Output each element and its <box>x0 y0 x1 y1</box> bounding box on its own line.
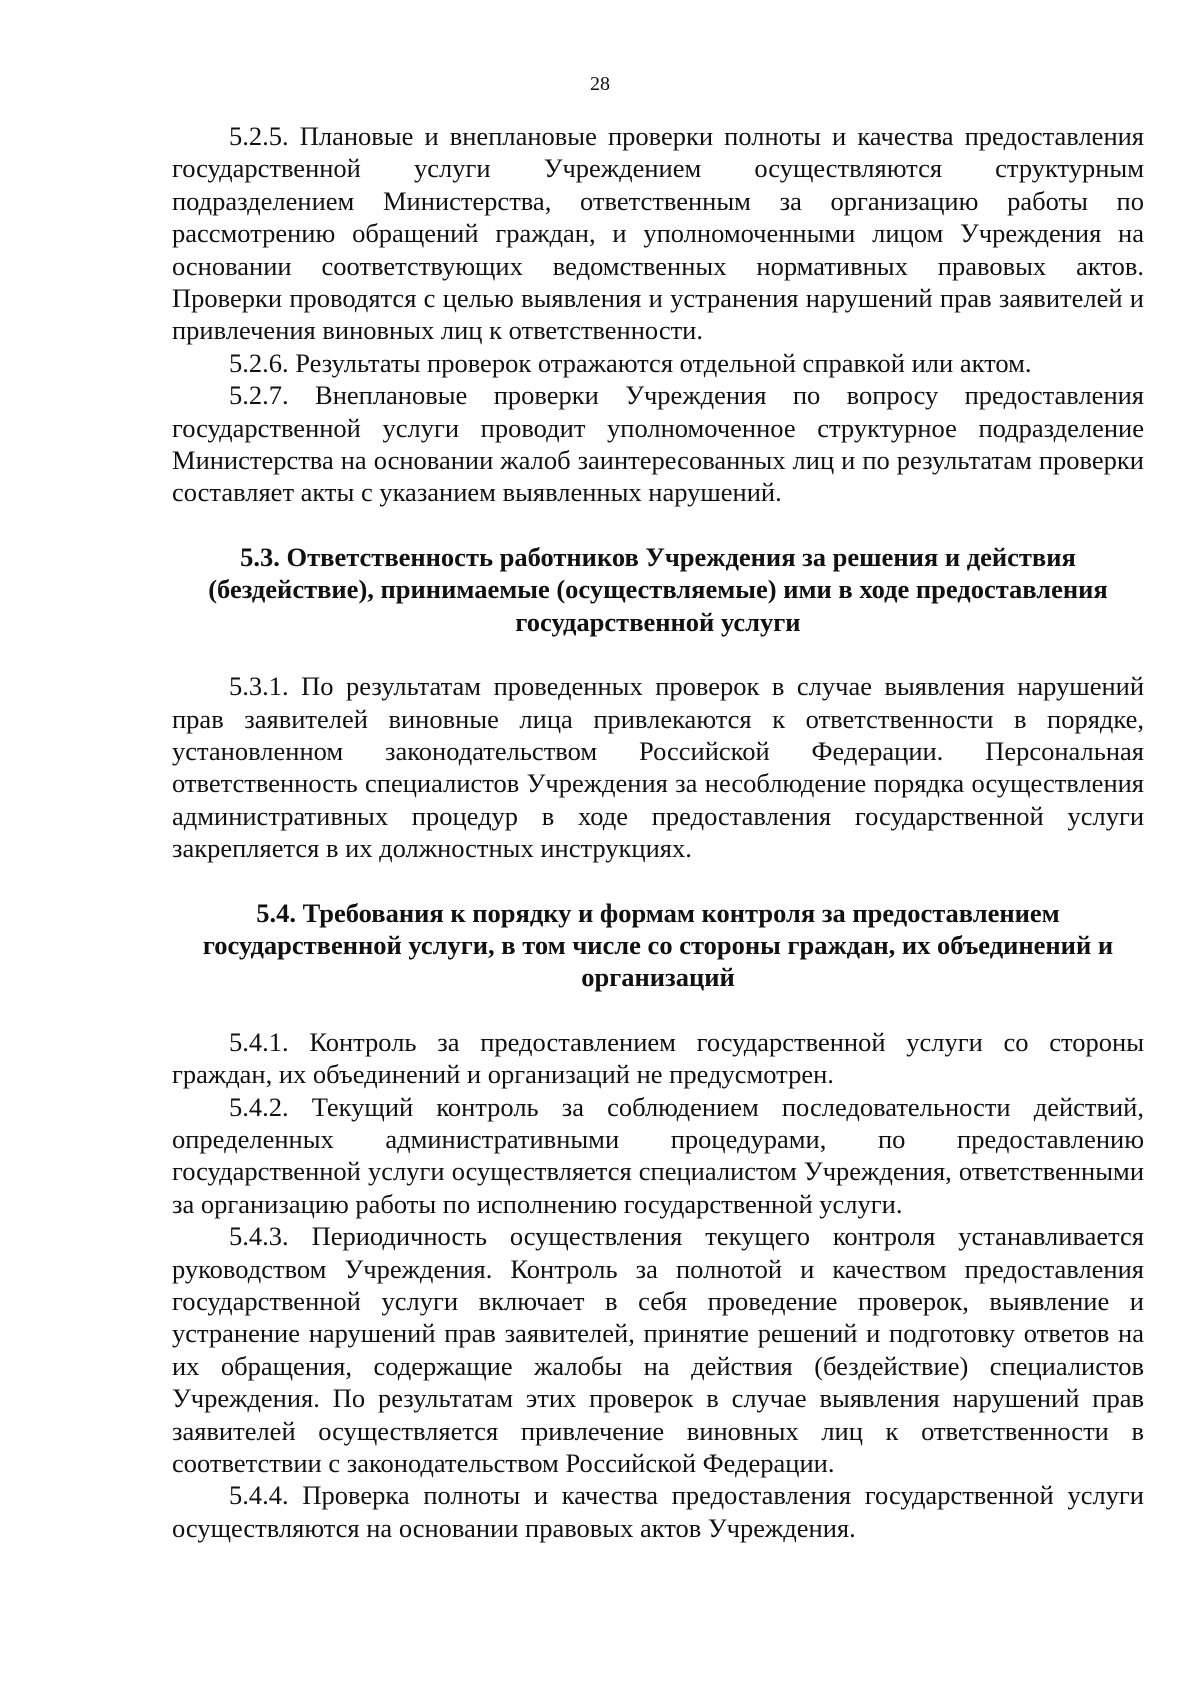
page-number: 28 <box>590 73 610 95</box>
paragraph-5-2-7: 5.2.7. Внеплановые проверки Учреждения по вопросу предоставления государственной услуги проводит уполномоченное структурное подразделение Министерства на основании жалоб заинтересованных лиц и по результатам проверки составляет акты с указанием выявленных нарушений. <box>172 380 1144 508</box>
section-heading-5-4: 5.4. Требования к порядку и формам контроля за предоставлением государственной услуги, в том числе со стороны граждан, их объединений и организаций <box>202 897 1114 993</box>
paragraph-5-3-1: 5.3.1. По результатам проведенных проверок в случае выявления нарушений прав заявителей виновные лица привлекаются к ответственности в порядке, установленном законодательством Российской Федерации. Персональная ответственность специалистов Учреждения за несоблюдение порядка осуществления административных процедур в ходе предоставления государственной услуги закрепляется в их должностных инструкциях. <box>172 671 1144 864</box>
paragraph-5-4-4: 5.4.4. Проверка полноты и качества предоставления государственной услуги осуществляются на основании правовых актов Учреждения. <box>172 1480 1144 1543</box>
spacer <box>172 994 1144 1026</box>
paragraph-5-2-5: 5.2.5. Плановые и внеплановые проверки полноты и качества предоставления государственной услуги Учреждением осуществляются структурным подразделением Министерства, ответственным за организацию работы по рассмотрению обращений граждан, и уполномоченными лицом Учреждения на основании соответствующих ведомственных нормативных правовых актов. Проверки проводятся с целью выявления и устранения нарушений прав заявителей и привлечения виновных лиц к ответственности. <box>172 121 1144 346</box>
paragraph-5-4-2: 5.4.2. Текущий контроль за соблюдением последовательности действий, определенных административными процедурами, по предоставлению государственной услуги осуществляется специалистом Учреждения, ответственными за организацию работы по исполнению государственной услуги. <box>172 1091 1144 1219</box>
paragraph-5-2-6: 5.2.6. Результаты проверок отражаются отдельной справкой или актом. <box>229 347 1032 378</box>
paragraph-5-4-3: 5.4.3. Периодичность осуществления текущего контроля устанавливается руководством Учреждения. Контроль за полнотой и качеством предоставления государственной услуги включает в себя проведение проверок, выявление и устранение нарушений прав заявителей, принятие решений и подготовку ответов на их обращения, содержащие жалобы на действия (бездействие) специалистов Учреждения. По результатам этих проверок в случае выявления нарушений прав заявителей осуществляется привлечение виновных лиц к ответственности в соответствии с законодательством Российской Федерации. <box>172 1221 1144 1479</box>
spacer <box>172 509 1144 541</box>
paragraph-5-4-1: 5.4.1. Контроль за предоставлением государственной услуги со стороны граждан, их объединений и организаций не предусмотрен. <box>172 1026 1144 1090</box>
spacer <box>172 865 1144 897</box>
document-body <box>172 120 1144 1544</box>
section-heading-5-3: 5.3. Ответственность работников Учреждения за решения и действия (бездействие), принимаемые (осуществляемые) ими в ходе предоставления государственной услуги <box>208 541 1108 637</box>
spacer <box>172 638 1144 670</box>
